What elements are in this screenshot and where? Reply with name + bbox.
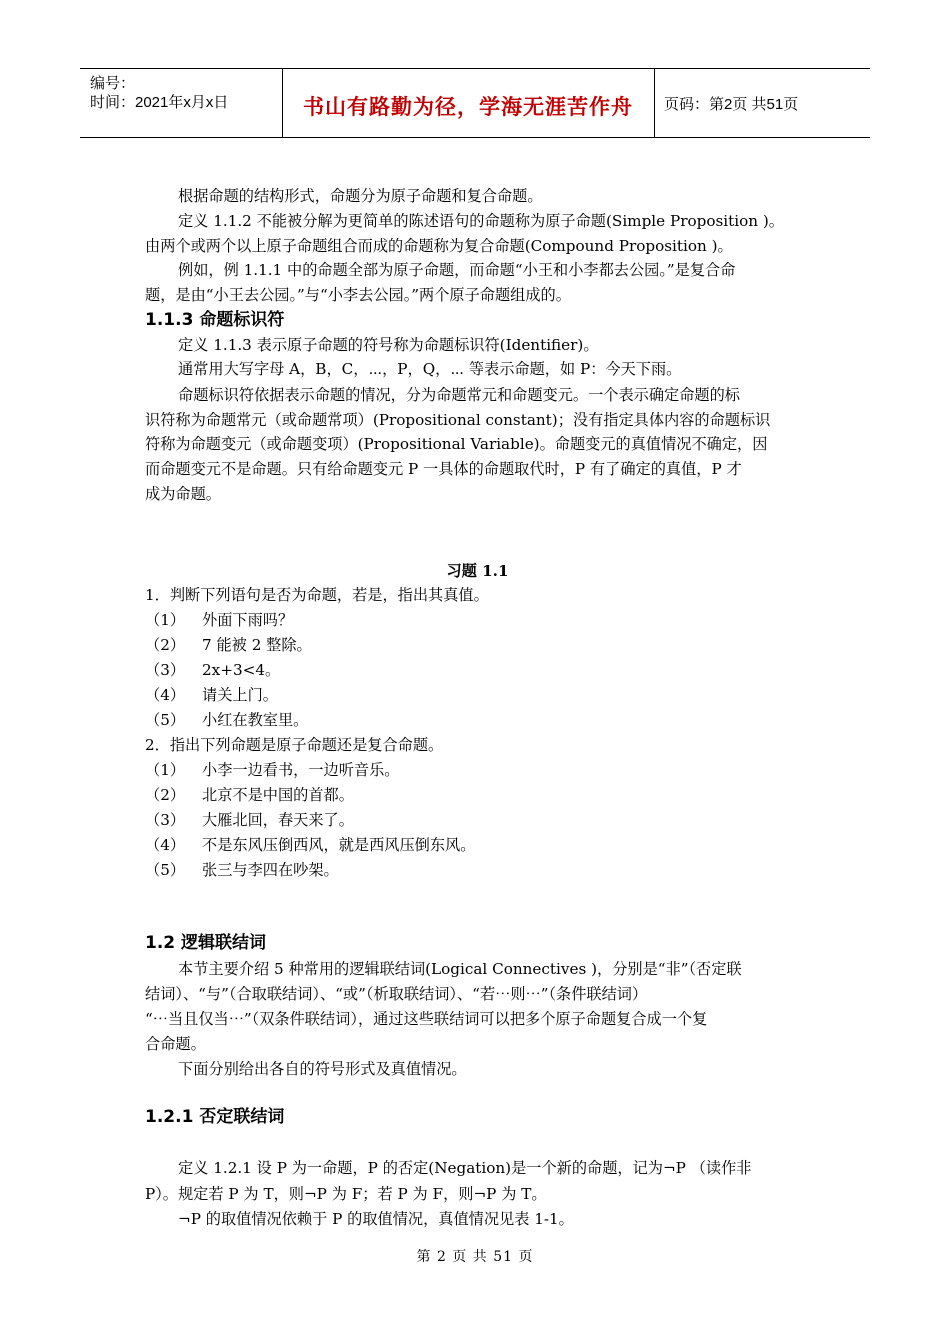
item-text: 小红在教室里。	[202, 711, 309, 729]
list-item	[145, 759, 399, 780]
list-item	[145, 859, 339, 880]
header-meta	[90, 74, 228, 112]
paragraph-line: 题，是由“小王去公园。”与“小李去公园。”两个原子命题组成的。	[145, 286, 571, 304]
item-number: （2）	[145, 786, 186, 804]
list-item	[145, 834, 475, 855]
item-text: 2x+3<4。	[202, 661, 281, 679]
header-page-info: 页码：第2页 共51页	[664, 96, 799, 113]
paragraph-line: 合命题。	[145, 1035, 206, 1053]
paragraph-line: “⋯当且仅当⋯”（双条件联结词），通过这些联结词可以把多个原子命题复合成一个复	[145, 1010, 708, 1028]
item-text: 小李一边看书，一边听音乐。	[202, 761, 400, 779]
item-number: （5）	[145, 861, 186, 879]
list-item	[145, 634, 312, 655]
item-number: （1）	[145, 611, 186, 629]
item-number: （4）	[145, 686, 186, 704]
list-item	[145, 684, 278, 705]
code-label: 编号：	[90, 75, 136, 92]
list-item	[145, 809, 354, 830]
paragraph-line: 结词）、“与”（合取联结词）、“或”（析取联结词）、“若⋯则⋯”（条件联结词）	[145, 985, 648, 1003]
item-text: 7 能被 2 整除。	[202, 636, 312, 654]
exercise-question-1: 1．判断下列语句是否为命题，若是，指出其真值。	[145, 586, 489, 604]
header-divider	[654, 69, 655, 137]
paragraph-line: 根据命题的结构形式，命题分为原子命题和复合命题。	[178, 187, 543, 205]
item-number: （1）	[145, 761, 186, 779]
paragraph-line: 成为命题。	[145, 485, 221, 503]
list-item	[145, 709, 308, 730]
paragraph-line: 而命题变元不是命题。只有给命题变元 P 一具体的命题取代时，P 有了确定的真值，P 才	[145, 460, 742, 478]
definition-1-1-3: 定义 1.1.3 表示原子命题的符号称为命题标识符(Identifier)。	[178, 336, 599, 354]
page-footer: 第 2 页 共 51 页	[416, 1249, 534, 1265]
exercise-question-2: 2．指出下列命题是原子命题还是复合命题。	[145, 736, 444, 754]
paragraph-line: ¬P 的取值情况依赖于 P 的取值情况，真值情况见表 1-1。	[178, 1210, 574, 1228]
item-text: 外面下雨吗？	[202, 611, 294, 629]
item-text: 大雁北回，春天来了。	[202, 811, 354, 829]
item-number: （5）	[145, 711, 186, 729]
item-number: （3）	[145, 811, 186, 829]
definition-1-2-1: 定义 1.2.1 设 P 为一命题，P 的否定(Negation)是一个新的命题，记为¬P （读作非	[178, 1159, 752, 1177]
list-item	[145, 784, 354, 805]
section-heading-1-1-3: 1.1.3 命题标识符	[145, 310, 285, 330]
exercise-title: 习题 1.1	[446, 562, 509, 580]
item-text: 不是东风压倒西风，就是西风压倒东风。	[202, 836, 476, 854]
paragraph-line: 例如，例 1.1.1 中的命题全部为原子命题，而命题“小王和小李都去公园。”是复合命	[178, 261, 736, 279]
paragraph-line: 符称为命题变元（或命题变项）(Propositional Variable)。命题变元的真值情况不确定，因	[145, 435, 768, 453]
item-number: （4）	[145, 836, 186, 854]
section-heading-1-2: 1.2 逻辑联结词	[145, 933, 267, 953]
item-text: 请关上门。	[202, 686, 278, 704]
paragraph-line: 识符称为命题常元（或命题常项）(Propositional constant)；没有指定具体内容的命题标识	[145, 411, 771, 429]
paragraph-line: 通常用大写字母 A，B，C，⋯，P，Q，⋯ 等表示命题，如 P：今天下雨。	[178, 360, 682, 378]
page-header	[80, 68, 870, 138]
paragraph-line: 下面分别给出各自的符号形式及真值情况。	[178, 1060, 467, 1078]
item-number: （3）	[145, 661, 186, 679]
time-label: 时间：2021年x月x日	[90, 94, 229, 111]
item-text: 张三与李四在吵架。	[202, 861, 339, 879]
item-number: （2）	[145, 636, 186, 654]
paragraph-line: P）。规定若 P 为 T，则¬P 为 F；若 P 为 F，则¬P 为 T。	[145, 1185, 547, 1203]
list-item	[145, 609, 293, 630]
paragraph-line: 本节主要介绍 5 种常用的逻辑联结词(Logical Connectives )，分别是“非”（否定联	[178, 960, 742, 978]
list-item	[145, 659, 280, 680]
header-motto: 书山有路勤为径，学海无涯苦作舟	[303, 95, 633, 119]
definition-1-1-2: 定义 1.1.2 不能被分解为更简单的陈述语句的命题称为原子命题(Simple Proposition )。	[178, 212, 784, 230]
paragraph-line: 由两个或两个以上原子命题组合而成的命题称为复合命题(Compound Proposition )。	[145, 237, 733, 255]
section-heading-1-2-1: 1.2.1 否定联结词	[145, 1107, 285, 1127]
paragraph-line: 命题标识符依据表示命题的情况，分为命题常元和命题变元。一个表示确定命题的标	[178, 386, 740, 404]
item-text: 北京不是中国的首都。	[202, 786, 354, 804]
